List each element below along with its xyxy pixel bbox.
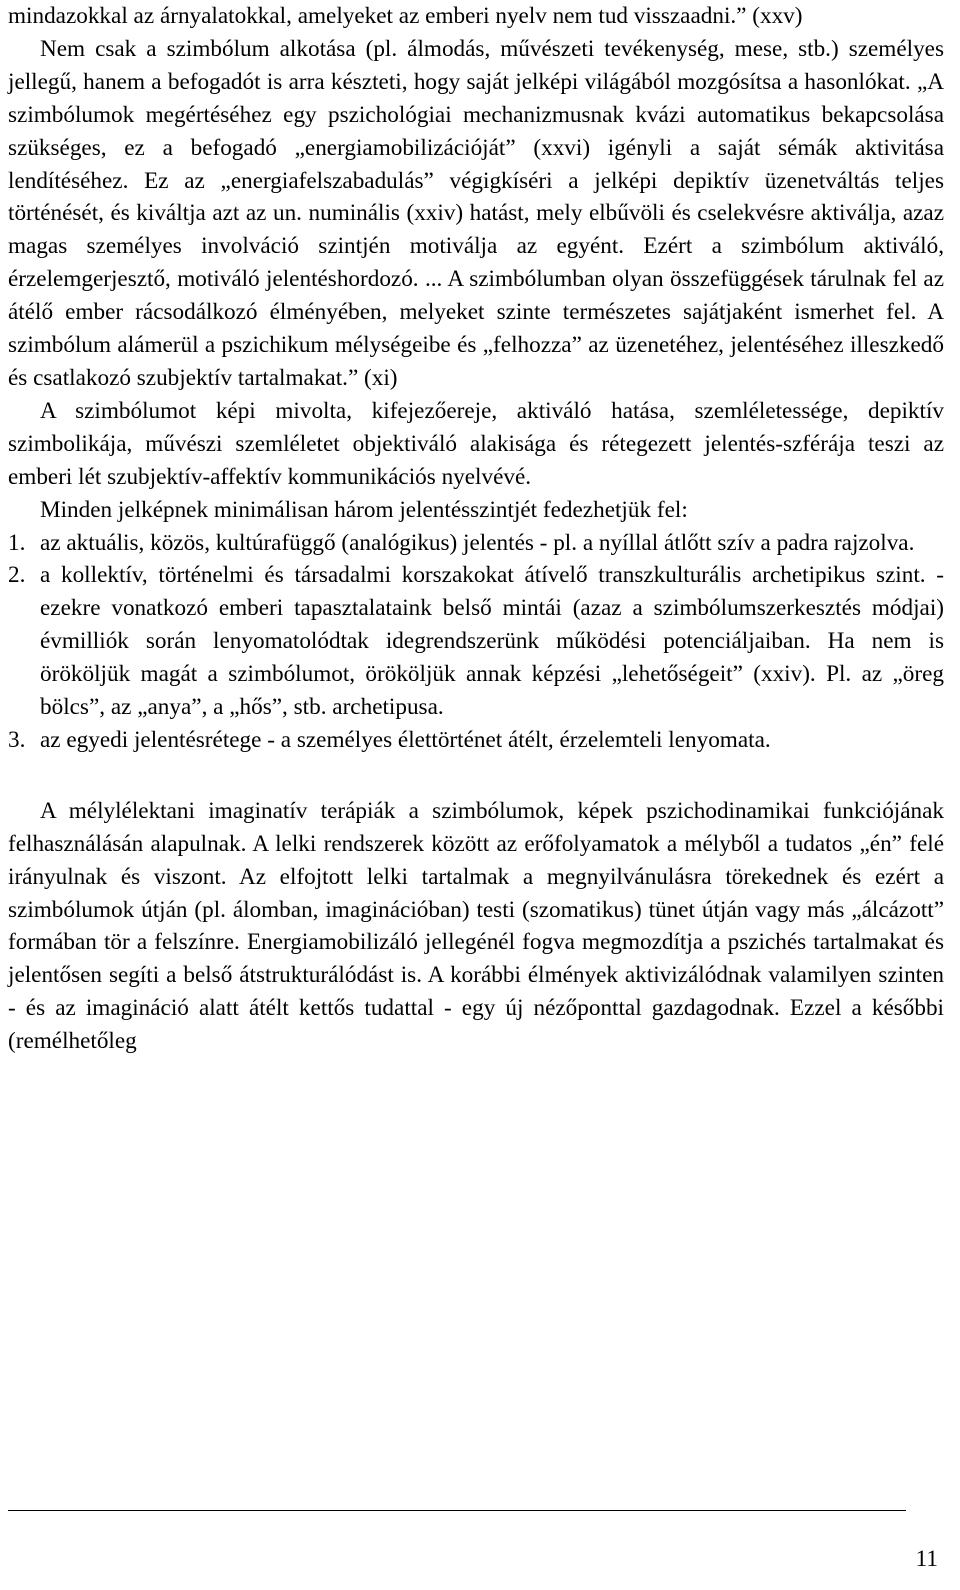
list-item-text: a kollektív, történelmi és társadalmi korszakokat átívelő transzkulturális archetipikus szint. - ezekre vonatkozó emberi tapasztalataink belső mintái (azaz a szimbólumszerkesztés módjai) évmilliók során lenyomatolódtak idegrendszerünk működési potenciáljaiban. Ha nem is örököljük magát a szimbólumot, örököljük annak képzési „lehetőségeit” (xxiv). Pl. az „öreg bölcs”, az „anya”, a „hős”, stb. archetipusa.: [40, 562, 944, 721]
paragraph-gap: [8, 757, 944, 795]
paragraph-intro-continuation: mindazokkal az árnyalatokkal, amelyeket az emberi nyelv nem tud visszaadni.” (xxv): [8, 3, 803, 29]
paragraph-meaning-levels-intro: Minden jelképnek minimálisan három jelentésszintjét fedezhetjük fel:: [40, 496, 688, 523]
list-item-number: 1.: [8, 529, 26, 556]
paragraph-symbol-language: A szimbólumot képi mivolta, kifejezőereje, aktiváló hatása, szemléletessége, depiktív szimbolikája, művészi szemléletet objektiváló alakisága és rétegezett jelentés-szférája teszi az emberi lét szubjektív-affektív kommunikációs nyelvévé.: [8, 397, 944, 490]
list-item-text: az aktuális, közös, kultúrafüggő (analógikus) jelentés - pl. a nyíllal átlőtt szív a padra rajzolva.: [40, 529, 915, 556]
list-item-number: 3.: [8, 726, 26, 753]
list-item: [8, 724, 944, 757]
paragraph-symbol-creation: Nem csak a szimbólum alkotása (pl. álmodás, művészeti tevékenység, mese, stb.) személyes jellegű, hanem a befogadót is arra készteti, hogy saját jelképi világából mozgósítsa a hasonlókat. „A szimbólumok megértéséhez egy pszichológiai mechanizmusnak kvázi automatikus bekapcsolása szükséges, ez a befogadó „energiamobilizációját” (xxvi) igényli a saját sémák aktivitása lendítéséhez. Ez az „energiafelszabadulás” végigkíséri a jelképi depiktív üzenetváltás teljes történését, és kiváltja azt az un. numinális (xxiv) hatást, mely elbűvöli és cselekvésre aktiválja, azaz magas személyes involváció szintjén motiválja az egyént. Ezért a szimbólum aktiváló, érzelemgerjesztő, motiváló jelentéshordozó. ... A szimbólumban olyan összefüggések tárulnak fel az átélő ember rácsodálkozó élményében, melyeket szinte természetes sajátjaként ismerhet fel. A szimbólum alámerül a pszichikum mélységeibe és „felhozza” az üzenetéhez, jelentéséhez illeszkedő és csatlakozó szubjektív tartalmakat.” (xi): [8, 35, 944, 391]
list-item: [8, 527, 944, 560]
list-item: [8, 559, 944, 724]
meaning-levels-list: [8, 527, 944, 757]
page-number: 11: [915, 1546, 938, 1572]
footnote-separator-rule: [8, 1510, 906, 1511]
document-page: [8, 0, 944, 1058]
paragraph-imaginative-therapies: A mélylélektani imaginatív terápiák a szimbólumok, képek pszichodinamikai funkciójának felhasználásán alapulnak. A lelki rendszerek között az erőfolyamatok a mélyből a tudatos „én” felé irányulnak és viszont. Az elfojtott lelki tartalmak a megnyilvánulásra törekednek és ezért a szimbólumok útján (pl. álomban, imaginációban) testi (szomatikus) tünet útján vagy más „álcázott” formában tör a felszínre. Energiamobilizáló jellegénél fogva megmozdítja a pszichés tartalmakat és jelentősen segíti a belső átstrukturálódást is. A korábbi élmények aktivizálódnak valamilyen szinten - és az imagináció alatt átélt kettős tudattal - egy új nézőponttal gazdagodnak. Ezzel a későbbi (remélhetőleg: [8, 797, 944, 1055]
list-item-text: az egyedi jelentésrétege - a személyes élettörténet átélt, érzelemteli lenyomata.: [40, 726, 771, 753]
list-item-number: 2.: [8, 562, 26, 589]
